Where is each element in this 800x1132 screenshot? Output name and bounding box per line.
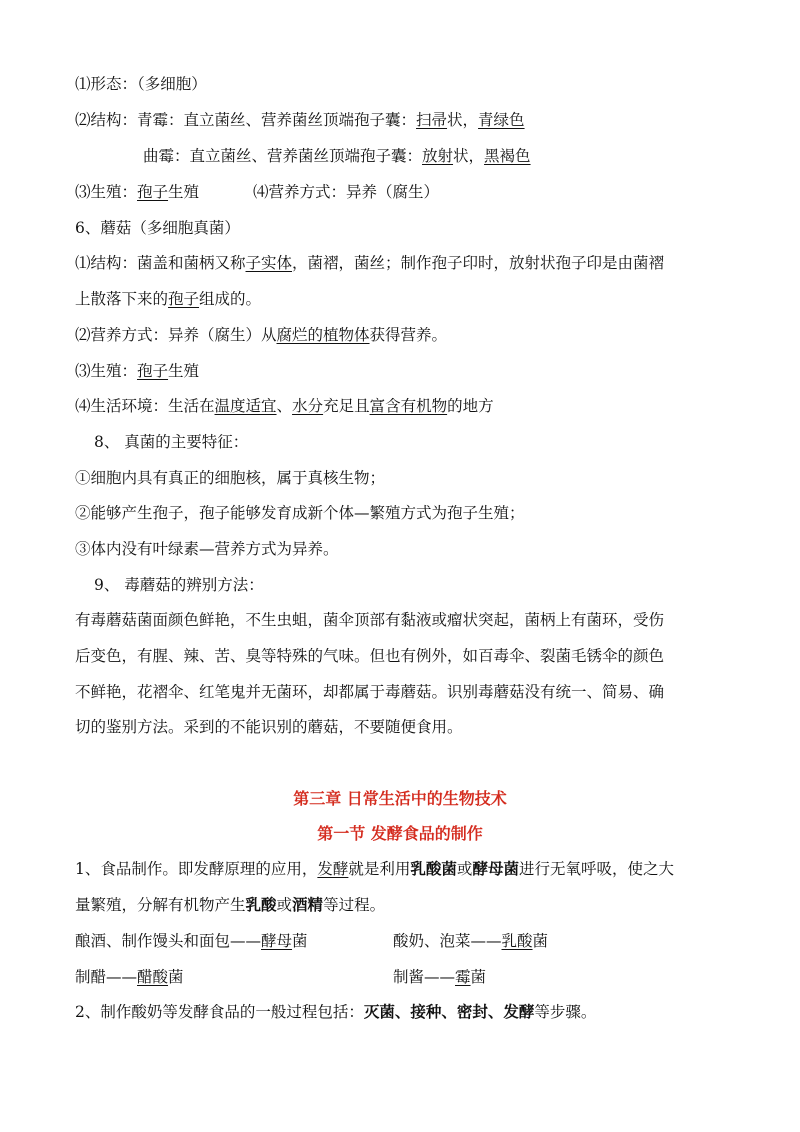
text-line xyxy=(75,609,664,631)
text: 6、蘑菇（多细胞真菌） xyxy=(75,219,240,237)
section-title xyxy=(0,823,800,845)
text: 不鲜艳，花褶伞、红笔鬼并无菌环，却都属于毒蘑菇。识别毒蘑菇没有统一、简易、确 xyxy=(75,683,665,701)
underlined-text: 温度适宜 xyxy=(214,397,277,415)
text-line xyxy=(75,858,674,880)
text: ⑴形态：（多细胞） xyxy=(75,75,207,93)
text-line xyxy=(75,681,664,703)
underlined-text: 黑褐色 xyxy=(484,147,531,165)
underlined-text: 孢子 xyxy=(137,183,169,201)
text: 制酱—— xyxy=(393,968,456,986)
bold-text: 酒精 xyxy=(292,895,324,914)
text: 后变色，有腥、辣、苦、臭等特殊的气味。但也有例外，如百毒伞、裂菌毛锈伞的颜色 xyxy=(75,647,665,665)
text: 量繁殖，分解有机物产生 xyxy=(75,896,246,914)
section-heading xyxy=(94,431,248,453)
text: 酿酒、制作馒头和面包—— xyxy=(75,932,262,950)
text-line xyxy=(75,395,494,417)
text: 菌 xyxy=(532,932,549,950)
text: 组成的。 xyxy=(199,290,262,308)
underlined-text: 子实体 xyxy=(245,254,293,272)
underlined-text: 醋酸 xyxy=(137,968,169,986)
underlined-text: 扫帚 xyxy=(416,111,448,129)
underlined-text: 孢子 xyxy=(137,362,169,380)
text-line xyxy=(75,288,261,310)
text: ③体内没有叶绿素—营养方式为异养。 xyxy=(75,540,339,558)
underlined-text: 富含有机物 xyxy=(369,397,448,415)
chapter-title xyxy=(0,788,800,810)
text: 生殖 xyxy=(168,183,200,201)
text-line xyxy=(75,538,339,560)
text: 菌 xyxy=(168,968,184,986)
text-line xyxy=(393,930,548,952)
text: 2、制作酸奶等发酵食品的一般过程包括： xyxy=(75,1003,364,1021)
text-line xyxy=(75,109,525,131)
text: 有毒蘑菇菌面颜色鲜艳，不生虫蛆，菌伞顶部有黏液或瘤状突起，菌柄上有菌环，受伤 xyxy=(75,611,665,629)
text: ⑶生殖： xyxy=(75,362,138,380)
underlined-text: 孢子 xyxy=(168,290,200,308)
text: 的地方 xyxy=(447,397,494,415)
bold-text: 乳酸 xyxy=(245,895,277,914)
text: ⑷生活环境：生活在 xyxy=(75,397,215,415)
text: 生殖 xyxy=(168,362,200,380)
text: 充足且 xyxy=(323,397,370,415)
text: 等过程。 xyxy=(323,896,386,914)
text: 进行无氧呼吸，使之大 xyxy=(518,860,674,878)
bold-text: 灭菌、接种、密封、发酵 xyxy=(363,1002,535,1021)
text-line xyxy=(75,324,447,346)
text: 、 xyxy=(276,397,293,415)
text: ⑵营养方式：异养（腐生）从 xyxy=(75,326,277,344)
underlined-text: 乳酸 xyxy=(501,932,533,950)
underlined-text: 青绿色 xyxy=(478,111,525,129)
underlined-text: 霉 xyxy=(455,968,471,986)
underlined-text: 放射 xyxy=(422,147,454,165)
text: ⑷营养方式：异养（腐生） xyxy=(253,183,440,201)
text: 切的鉴别方法。采到的不能识别的蘑菇，不要随便食用。 xyxy=(75,718,463,736)
text-line xyxy=(75,930,308,952)
text-line xyxy=(253,181,439,203)
text: 上散落下来的 xyxy=(75,290,169,308)
text: 就是利用 xyxy=(348,860,411,878)
text: ⑶生殖： xyxy=(75,183,138,201)
bold-text: 乳酸菌 xyxy=(410,859,457,878)
text: 酸奶、泡菜—— xyxy=(393,932,502,950)
underlined-text: 腐烂的植物体 xyxy=(276,326,370,344)
text-line xyxy=(75,467,385,489)
bold-text: 酵母菌 xyxy=(472,859,519,878)
text: 8、 真菌的主要特征： xyxy=(94,433,249,451)
text-line xyxy=(75,502,525,524)
underlined-text: 发酵 xyxy=(317,860,349,878)
text: ⑵结构：青霉：直立菌丝、营养菌丝顶端孢子囊： xyxy=(75,111,417,129)
text: 1、食品制作。即发酵原理的应用， xyxy=(75,860,318,878)
text-line xyxy=(75,217,240,239)
text: 9、 毒蘑菇的辨别方法： xyxy=(94,576,264,594)
text: 第一节 发酵食品的制作 xyxy=(317,824,483,843)
text: 制醋—— xyxy=(75,968,138,986)
text: ⑴结构：菌盖和菌柄又称 xyxy=(75,254,246,272)
text: ①细胞内具有真正的细胞核，属于真核生物； xyxy=(75,469,386,487)
text: ，菌褶，菌丝；制作孢子印时，放射状孢子印是由菌褶 xyxy=(292,254,665,272)
text: 状， xyxy=(453,147,485,165)
text: 菌 xyxy=(470,968,487,986)
text-line xyxy=(75,716,463,738)
text-line xyxy=(75,73,207,95)
text: 状， xyxy=(447,111,479,129)
text: 第三章 日常生活中的生物技术 xyxy=(293,789,507,808)
text-line xyxy=(75,181,199,203)
text-line xyxy=(75,360,199,382)
text: ②能够产生孢子，孢子能够发育成新个体—繁殖方式为孢子生殖； xyxy=(75,504,525,522)
text: 等步骤。 xyxy=(534,1003,597,1021)
text: 或 xyxy=(456,860,473,878)
section-heading xyxy=(94,574,264,596)
text-line xyxy=(75,966,184,988)
text-line xyxy=(75,894,385,916)
underlined-text: 酵母 xyxy=(261,932,293,950)
text: 或 xyxy=(276,896,293,914)
text: 获得营养。 xyxy=(369,326,448,344)
text-line xyxy=(75,1001,596,1023)
text-line xyxy=(75,645,664,667)
text-line xyxy=(143,145,531,167)
text: 菌 xyxy=(292,932,308,950)
underlined-text: 水分 xyxy=(292,397,324,415)
text: 曲霉：直立菌丝、营养菌丝顶端孢子囊： xyxy=(143,147,423,165)
text-line xyxy=(393,966,486,988)
text-line xyxy=(75,252,664,274)
